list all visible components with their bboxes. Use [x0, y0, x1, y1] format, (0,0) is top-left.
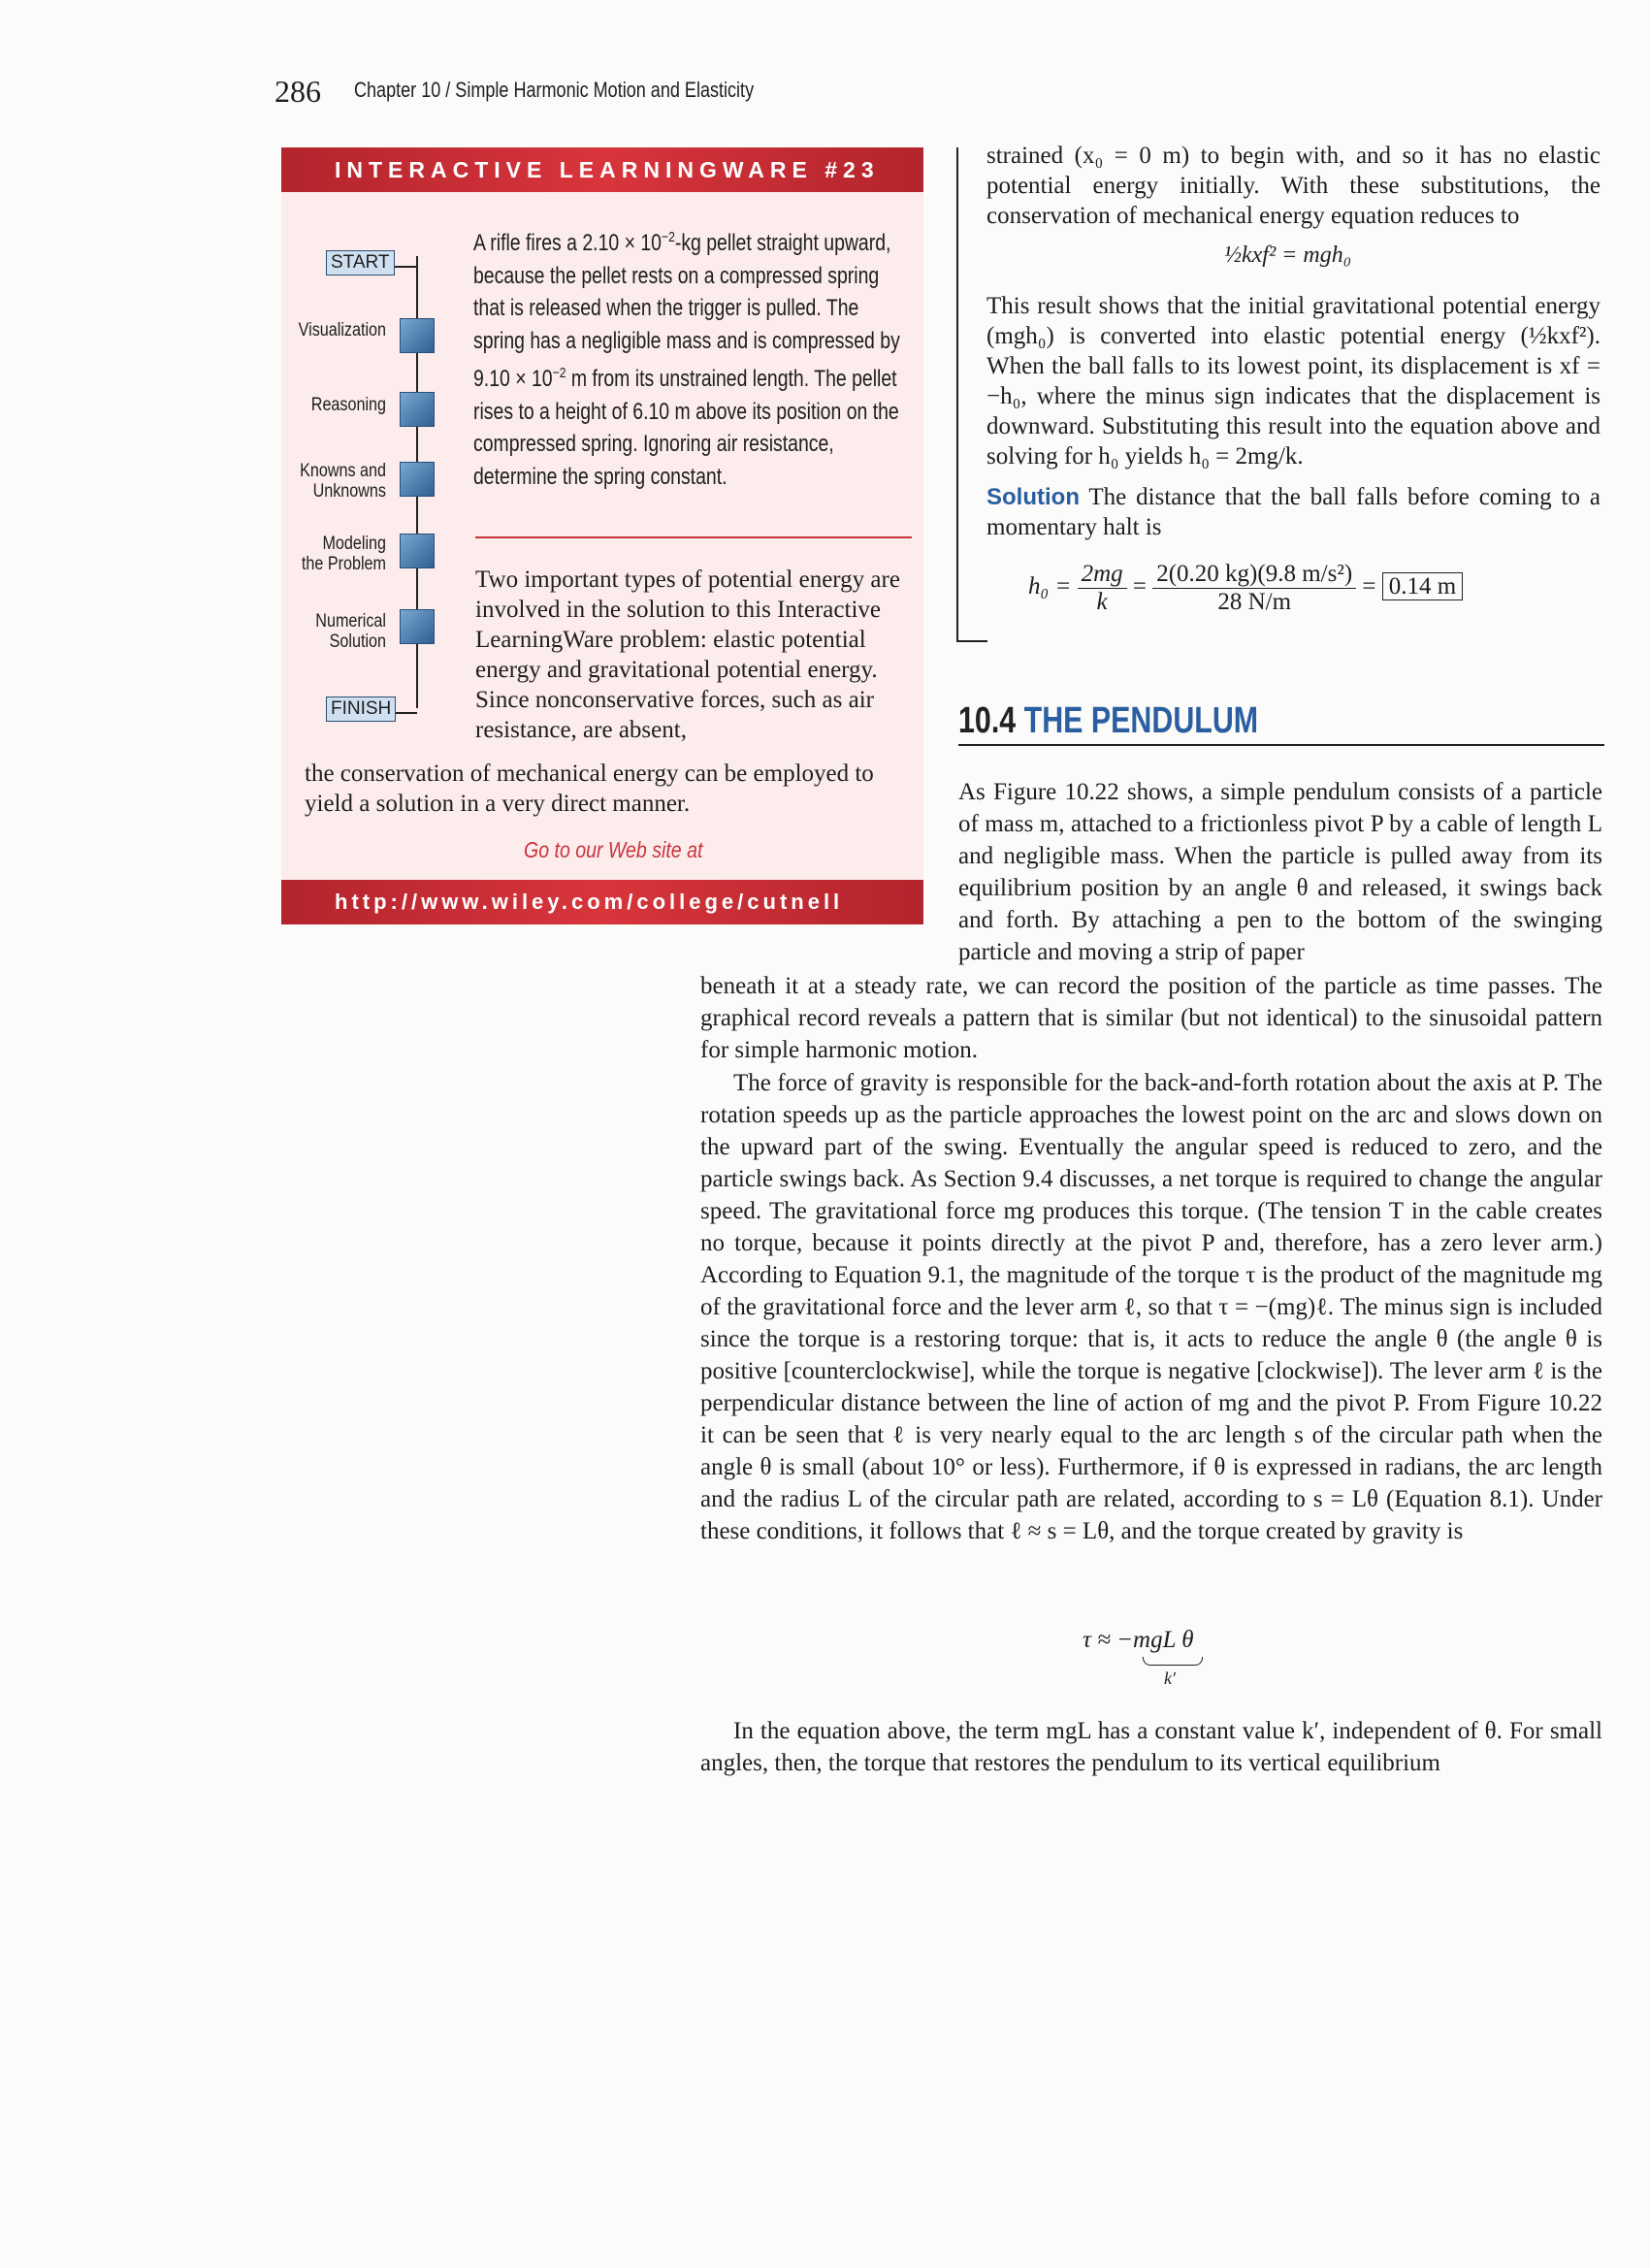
- solution-label: Solution: [986, 484, 1080, 510]
- flow-step-knowns-icon: [400, 462, 435, 497]
- flow-start: START: [326, 250, 395, 275]
- section-paragraph-2: The force of gravity is responsible for the back-and-forth rotation about the axis at P. The rotation speeds up as the particle approaches the lowest point on the arc and slows down on the upward part of the swing. Eventually the angular speed is reduced to zero, and the particle swings back. As Section 9.4 discusses, a net torque is required to change the angular speed. The gravitational force mg produces this torque. (The tension T in the cable creates no torque, because it points directly at the pivot P and, therefore, has a zero lever arm.) According to Equation 9.1, the magnitude of the torque τ is the product of the magnitude mg of the gravitational force and the lever arm ℓ, so that τ = −(mg)ℓ. The minus sign is included since the torque is a restoring torque: that is, it acts to reduce the angle θ (the angle θ is positive [counterclockwise], while the torque is negative [clockwise]). The lever arm ℓ is the perpendicular distance between the line of action of mg and the pivot P. From Figure 10.22 it can be seen that ℓ is very nearly equal to the arc length s of the circular path when the angle θ is small (about 10° or less). Furthermore, if θ is expressed in radians, the arc length and the radius L of the circular path are related, according to s = Lθ (Equation 8.1). Under these conditions, it follows that ℓ ≈ s = Lθ, and the torque created by gravity is: [700, 1070, 1602, 1544]
- section-heading: [958, 700, 1258, 742]
- section-rule: [958, 744, 1604, 746]
- answer-box: 0.14 m: [1382, 572, 1463, 600]
- flow-finish: FINISH: [326, 697, 396, 722]
- eq2-frac2: $\frac{\text{2(0.20 kg)(9.8 m/s²)}}{28 N/m}$: [1152, 561, 1356, 616]
- ilw-url-link[interactable]: http://www.wiley.com/college/cutnell: [281, 880, 923, 924]
- flow-label-modeling: [291, 534, 386, 574]
- flow-label-knowns: [291, 461, 386, 502]
- equation-torque: τ ≈ −mgL θ: [1083, 1627, 1194, 1653]
- page-number: 286: [275, 74, 321, 109]
- flow-label-reasoning: Reasoning: [310, 395, 386, 415]
- solution-text: The distance that the ball falls before coming to a momentary halt is: [986, 484, 1600, 540]
- example-paragraph-2: This result shows that the initial gravitational potential energy (mgh₀) is converted into elastic potential energy (½kxf²). When the ball falls to its lowest point, its displacement is xf = −h₀, where the minus sign indicates that the displacement is downward. Substituting this result into the equation above and solving for h₀ yields h₀ = 2mg/k.: [986, 293, 1600, 470]
- flow-label-numerical-line1: Numerical: [315, 611, 386, 632]
- ilw-title-bar: INTERACTIVE LEARNINGWARE #23: [281, 147, 923, 192]
- flow-label-numerical: [291, 611, 386, 652]
- problem-part3: m from its unstrained length. The pellet rises to a height of 6.10 m above its position on the compressed spring. Ignoring air resistance, determine the spring constant.: [473, 366, 899, 490]
- flow-step-visualization-icon: [400, 318, 435, 353]
- eq2-lhs: h₀ =: [1028, 573, 1072, 600]
- section-paragraph-3: In the equation above, the term mgL has a constant value k′, independent of θ. For small angles, then, the torque that restores the pendulum to its vertical equilibrium: [700, 1718, 1602, 1776]
- flow-step-modeling-icon: [400, 534, 435, 568]
- torque-underbrace: [1143, 1657, 1203, 1666]
- example-end-rule: [956, 640, 987, 642]
- ilw-goto-text: Go to our Web site at: [524, 837, 703, 862]
- section-paragraph-1-continued: beneath it at a steady rate, we can record the position of the particle as time passes. The graphical record reveals a pattern that is similar (but not identical) to the sinusoidal pattern for simple harmonic motion.: [700, 973, 1602, 1063]
- flow-label-knowns-line2: Unknowns: [312, 481, 386, 502]
- eq2-equals: =: [1132, 573, 1147, 600]
- problem-exp1: −2: [661, 229, 675, 245]
- ilw-explanation-part2: the conservation of mechanical energy can be employed to yield a solution in a very direct manner.: [305, 761, 874, 817]
- chapter-title: Chapter 10 / Simple Harmonic Motion and Elasticity: [354, 78, 755, 102]
- flow-label-visualization: Visualization: [298, 320, 386, 340]
- equation-energy: ½kxf² = mgh₀: [1224, 243, 1352, 268]
- section-number: 10.4: [958, 700, 1017, 741]
- torque-underbrace-label: k′: [1164, 1669, 1176, 1688]
- flow-step-reasoning-icon: [400, 392, 435, 427]
- equation-height: [1028, 561, 1463, 616]
- solution-paragraph: [986, 482, 1600, 542]
- ilw-divider: [475, 536, 912, 538]
- flow-label-knowns-line1: Knowns and: [300, 461, 386, 481]
- flow-label-numerical-line2: Solution: [329, 632, 386, 652]
- ilw-problem-statement: [473, 221, 912, 493]
- eq2-frac1: $\frac{2mg}{k}$: [1078, 561, 1127, 616]
- section-paragraph-1: As Figure 10.22 shows, a simple pendulum consists of a particle of mass m, attached to a frictionless pivot P by a cable of length L and negligible mass. When the particle is pulled away from its equilibrium position by an angle θ and released, it swings back and forth. By attaching a pen to the bottom of the swinging particle and moving a strip of paper: [958, 779, 1602, 965]
- problem-part2: -kg pellet straight upward, because the pellet rests on a compressed spring that is released when the trigger is pulled. The spring has a negligible mass and is compressed by 9.10 × 10: [473, 230, 900, 392]
- problem-exp2: −2: [552, 365, 566, 381]
- problem-part1: A rifle fires a 2.10 × 10: [473, 230, 662, 256]
- example-margin-rule: [956, 147, 958, 642]
- flow-step-numerical-icon: [400, 609, 435, 644]
- section-title: THE PENDULUM: [1023, 700, 1259, 741]
- flow-label-modeling-line1: Modeling: [322, 534, 386, 554]
- ilw-explanation-part1: Two important types of potential energy are involved in the solution to this Interactive LearningWare problem: elastic potential energy and gravitational potential energy. Since nonconservative forces, such as air resistance, are absent,: [475, 567, 900, 743]
- eq2-equals-2: =: [1362, 573, 1376, 600]
- flow-label-modeling-line2: the Problem: [301, 554, 386, 574]
- example-paragraph-1: strained (x₀ = 0 m) to begin with, and so it has no elastic potential energy initially. With these substitutions, the conservation of mechanical energy equation reduces to: [986, 143, 1600, 229]
